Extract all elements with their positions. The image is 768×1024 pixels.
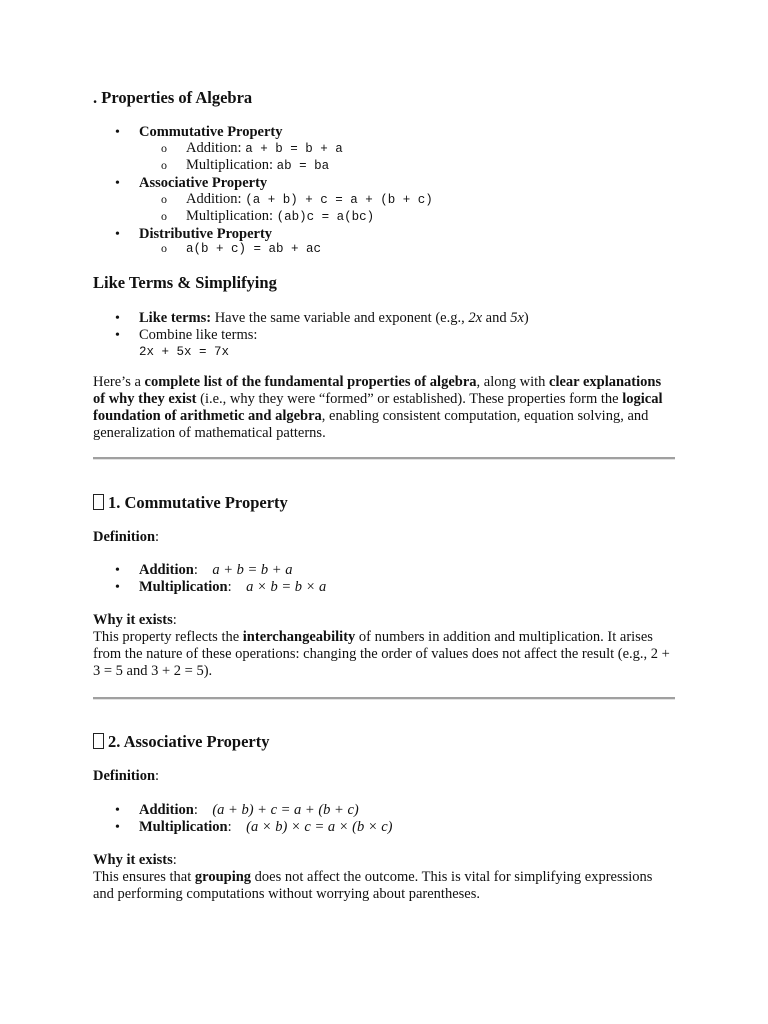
multiplication-formula: (a × b) × c = a × (b × c) <box>246 819 393 835</box>
sub-code: (a + b) + c = a + (b + c) <box>245 193 433 207</box>
addition-label: Addition <box>139 562 194 578</box>
addition-formula: a + b = b + a <box>212 562 293 578</box>
sub-bullet-icon: o <box>161 241 167 255</box>
divider <box>93 697 675 700</box>
bullet-icon: • <box>115 820 120 835</box>
definition-colon: : <box>155 768 160 784</box>
like-terms-label: Like terms: <box>139 310 212 326</box>
combine-formula: 2x + 5x = 7x <box>139 345 230 359</box>
bullet-icon: • <box>115 311 120 326</box>
combine-code <box>139 343 229 361</box>
heading-associative <box>93 732 269 752</box>
why-text-1: This ensures that <box>93 869 195 885</box>
why-text-2: of numbers in addition and multiplication. It arises from the nature of these operations: changing the order of values does not affect the result (e.g., 2 + 3 = 5 and 3 + 2 = 5). <box>93 629 670 679</box>
heading-properties: . Properties of Algebra <box>93 88 253 107</box>
why-bold: interchangeability <box>242 629 356 645</box>
item-title: Distributive Property <box>139 226 273 242</box>
sub-code: a(b + c) = ab + ac <box>186 242 322 256</box>
sub-bullet-icon: o <box>161 158 167 172</box>
bullet-icon: • <box>115 328 120 343</box>
why-colon: : <box>172 612 177 628</box>
intro-text-1: Here’s a <box>93 374 145 390</box>
definition-text: Definition <box>93 529 156 545</box>
intro-text-4: , enabling consistent computation, equation solving, and generalization of mathematical patterns. <box>93 408 649 441</box>
why-text-1: This property reflects the <box>93 629 243 645</box>
intro-text-3: (i.e., why they were “formed” or established). These properties form the <box>196 391 623 407</box>
sub-bullet-icon: o <box>161 141 167 155</box>
definition-label <box>93 529 159 546</box>
sub-label: Addition: <box>186 140 246 156</box>
combine-text: Combine like terms: <box>139 327 258 343</box>
why-paragraph <box>93 869 675 903</box>
like-terms-close: ) <box>523 310 529 326</box>
multiplication-label: Multiplication <box>139 819 228 835</box>
item-title: Associative Property <box>139 175 268 191</box>
addition-label: Addition <box>139 802 194 818</box>
why-text-2: does not affect the outcome. This is vital for simplifying expressions and performing computations without worrying about parentheses. <box>93 869 653 902</box>
why-label <box>93 852 177 869</box>
sub-label: Addition: <box>186 191 246 207</box>
sub-code: a + b = b + a <box>245 142 343 156</box>
intro-paragraph <box>93 374 675 442</box>
like-terms-and: and <box>482 310 511 326</box>
bullet-icon: • <box>115 227 120 242</box>
why-label <box>93 612 177 629</box>
why-colon: : <box>172 852 177 868</box>
bullet-icon: • <box>115 176 120 191</box>
definition-label <box>93 768 159 785</box>
sub-label: Multiplication: <box>186 157 277 173</box>
divider <box>93 457 675 460</box>
definition-colon: : <box>155 529 160 545</box>
why-text: Why it exists <box>93 852 173 868</box>
like-terms-text: Have the same variable and exponent (e.g., <box>211 310 469 326</box>
addition-formula: (a + b) + c = a + (b + c) <box>212 802 359 818</box>
intro-text-2: , along with <box>476 374 550 390</box>
heading-text: 1. Commutative Property <box>108 493 288 512</box>
multiplication-formula: a × b = b × a <box>246 579 327 595</box>
like-terms-example-2: 5x <box>510 310 524 326</box>
item-title: Commutative Property <box>139 124 283 140</box>
bullet-icon: • <box>115 563 120 578</box>
bullet-icon: • <box>115 580 120 595</box>
sub-label: Multiplication: <box>186 208 277 224</box>
heading-text: 2. Associative Property <box>108 732 270 751</box>
sub-bullet-icon: o <box>161 192 167 206</box>
bullet-icon: • <box>115 803 120 818</box>
heading-commutative <box>93 493 288 513</box>
why-paragraph <box>93 629 675 680</box>
why-text: Why it exists <box>93 612 173 628</box>
intro-bold-2: clear explanations of why they exist <box>93 374 662 407</box>
sub-bullet-icon: o <box>161 209 167 223</box>
definition-text: Definition <box>93 768 156 784</box>
missing-glyph-icon <box>93 494 104 510</box>
like-terms-example-1: 2x <box>468 310 483 326</box>
missing-glyph-icon <box>93 733 104 749</box>
bullet-icon: • <box>115 125 120 140</box>
why-bold: grouping <box>194 869 252 885</box>
multiplication-label: Multiplication <box>139 579 228 595</box>
intro-bold-1: complete list of the fundamental properties of algebra <box>144 374 477 390</box>
sub-code: (ab)c = a(bc) <box>276 210 375 224</box>
intro-bold-3: logical foundation of arithmetic and algebra <box>93 391 663 424</box>
heading-like-terms: Like Terms & Simplifying <box>93 273 277 292</box>
sub-code: ab = ba <box>276 159 330 173</box>
